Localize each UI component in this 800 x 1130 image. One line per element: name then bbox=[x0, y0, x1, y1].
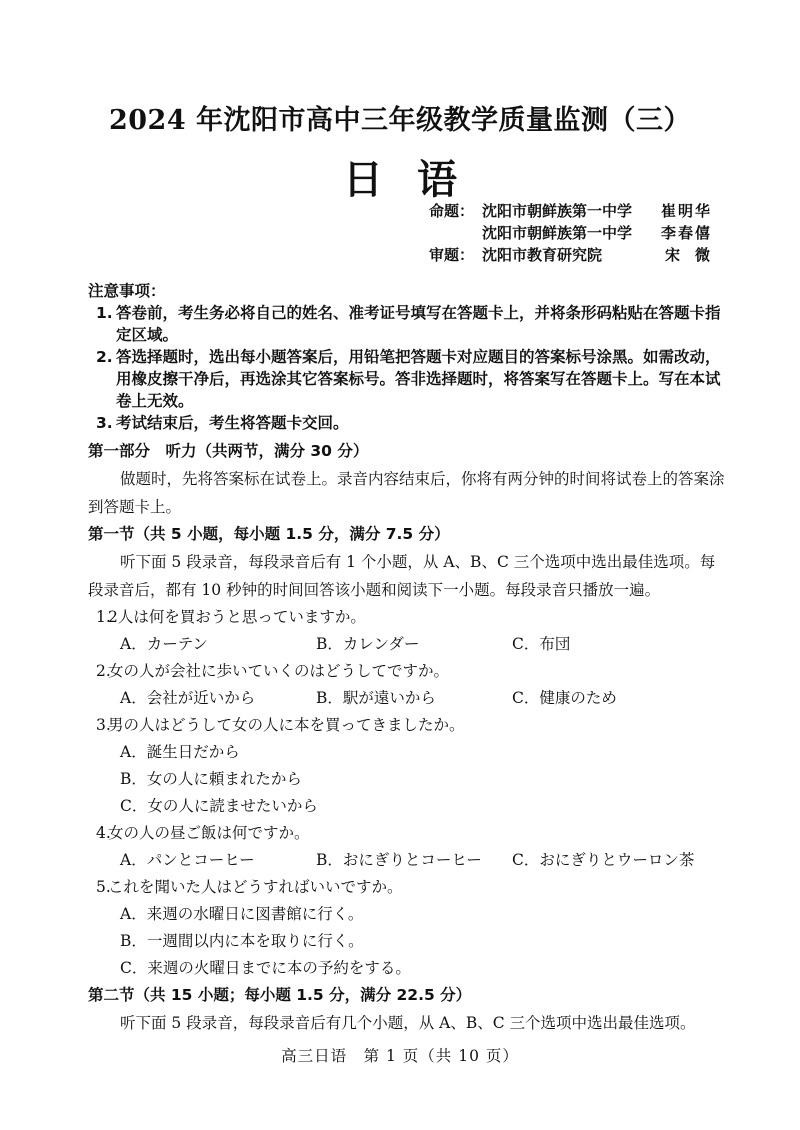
option-b: B．おにぎりとコーヒー bbox=[316, 851, 482, 869]
author-name: 崔明华 bbox=[661, 202, 713, 220]
question bbox=[88, 820, 728, 847]
question-text: 女の人が会社に歩いていくのはどうしてですか。 bbox=[108, 662, 450, 680]
question-text: 女の人の昼ご飯は何ですか。 bbox=[108, 824, 310, 842]
section2-heading: 第二节（共 15 小题；每小题 1.5 分，满分 22.5 分） bbox=[88, 986, 472, 1004]
exam-title: 2024 年沈阳市高中三年级教学质量监测（三） bbox=[108, 105, 692, 136]
question-text: 2人は何を買おうと思っていますか。 bbox=[108, 608, 366, 626]
question bbox=[88, 604, 728, 631]
author-org: 沈阳市朝鲜族第一中学 bbox=[482, 224, 633, 242]
option-c: C．布団 bbox=[512, 635, 571, 653]
author-row bbox=[429, 200, 749, 222]
question-number: 3. bbox=[96, 716, 111, 734]
option-c: C．健康のため bbox=[512, 689, 617, 707]
options-row bbox=[88, 847, 728, 874]
option-a: A．来週の水曜日に図書館に行く。 bbox=[120, 905, 364, 923]
question-number: 4. bbox=[96, 824, 111, 842]
exam-body bbox=[88, 438, 728, 1037]
question-number: 2. bbox=[96, 662, 111, 680]
reviewer-org: 沈阳市教育研究院 bbox=[482, 246, 603, 264]
part1-intro: 做题时，先将答案标在试卷上。录音内容结束后，你将有两分钟的时间将试卷上的答案涂到答题卡上。 bbox=[88, 470, 725, 516]
part1-heading: 第一部分 听力（共两节，满分 30 分） bbox=[88, 442, 369, 460]
question-text: これを聞いた人はどうすればいいですか。 bbox=[108, 878, 403, 896]
page-footer: 高三日语 第 1 页（共 10 页） bbox=[281, 1047, 519, 1065]
notes-block bbox=[88, 280, 728, 434]
author-org: 沈阳市朝鲜族第一中学 bbox=[482, 202, 633, 220]
reviewer-name: 宋微 bbox=[665, 246, 726, 264]
section1-heading: 第一节（共 5 小题，每小题 1.5 分，满分 7.5 分） bbox=[88, 525, 450, 543]
option-b: B．カレンダー bbox=[316, 635, 420, 653]
authors-block bbox=[429, 200, 749, 266]
section1-intro: 听下面 5 段录音，每段录音后有 1 个小题，从 A、B、C 三个选项中选出最佳选项。每段录音后，都有 10 秒钟的时间回答该小题和阅读下一小题。每段录音只播放一遍。 bbox=[88, 553, 716, 599]
author-name: 李春僖 bbox=[661, 224, 713, 242]
options-row bbox=[88, 685, 728, 712]
section2-intro: 听下面 5 段录音，每段录音后有几个小题，从 A、B、C 三个选项中选出最佳选项。 bbox=[120, 1014, 696, 1032]
note-text: 答卷前，考生务必将自己的姓名、准考证号填写在答题卡上，并将条形码粘贴在答题卡指定区域。 bbox=[116, 304, 721, 344]
note-number: 3. bbox=[96, 414, 113, 432]
note-number: 2. bbox=[96, 348, 113, 366]
question-number: 1. bbox=[96, 608, 111, 626]
question bbox=[88, 712, 728, 739]
option-b: B．女の人に頼まれたから bbox=[120, 770, 302, 788]
option-a: A．誕生日だから bbox=[120, 743, 240, 761]
option-c: C．女の人に読ませたいから bbox=[120, 797, 318, 815]
question-number: 5. bbox=[96, 878, 111, 896]
option-c: C．おにぎりとウーロン茶 bbox=[512, 851, 695, 869]
author-row bbox=[429, 222, 749, 244]
option-b: B．一週間以内に本を取りに行く。 bbox=[120, 932, 364, 950]
question bbox=[88, 874, 728, 901]
author-row bbox=[429, 244, 749, 266]
notes-heading: 注意事项： bbox=[88, 282, 166, 300]
reviewer-role: 审题： bbox=[429, 246, 475, 264]
options-row bbox=[88, 631, 728, 658]
option-c: C．来週の火曜日までに本の予約をする。 bbox=[120, 959, 411, 977]
note-item bbox=[88, 412, 728, 434]
note-item bbox=[88, 302, 728, 346]
subject-title: 日语 bbox=[343, 157, 491, 203]
option-a: A．パンとコーヒー bbox=[120, 851, 255, 869]
author-role: 命题： bbox=[429, 202, 475, 220]
note-number: 1. bbox=[96, 304, 113, 322]
option-a: A．カーテン bbox=[120, 635, 208, 653]
question-text: 男の人はどうして女の人に本を買ってきましたか。 bbox=[108, 716, 465, 734]
option-b: B．駅が遠いから bbox=[316, 689, 436, 707]
note-text: 答选择题时，选出每小题答案后，用铅笔把答题卡对应题目的答案标号涂黑。如需改动，用橡皮擦干净后，再选涂其它答案标号。答非选择题时，将答案写在答题卡上。写在本试卷上无效。 bbox=[116, 348, 721, 410]
note-text: 考试结束后，考生将答题卡交回。 bbox=[116, 414, 349, 432]
note-item bbox=[88, 346, 728, 412]
question bbox=[88, 658, 728, 685]
option-a: A．会社が近いから bbox=[120, 689, 256, 707]
